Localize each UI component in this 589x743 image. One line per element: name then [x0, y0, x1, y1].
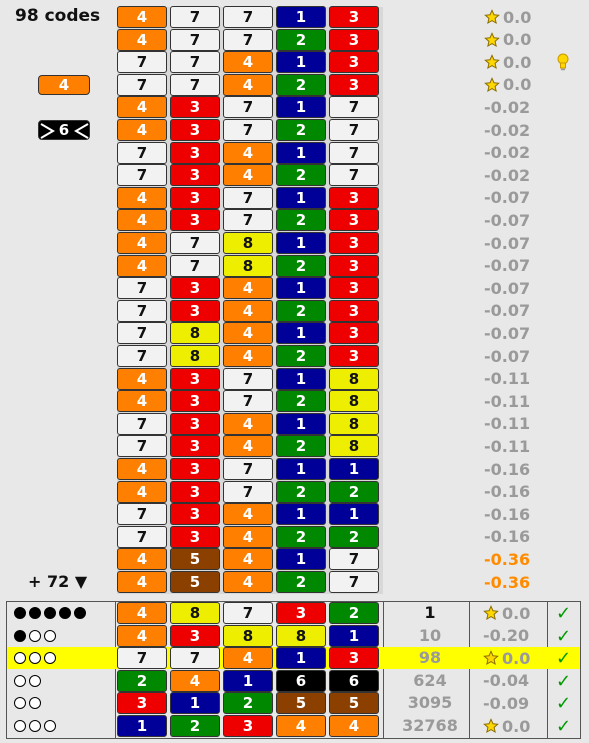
code-score-value: -0.07 [484, 301, 531, 321]
peg[interactable]: 1 [276, 277, 326, 299]
peg[interactable]: 8 [170, 322, 220, 344]
peg[interactable]: 4 [117, 187, 167, 209]
code-score-value: -0.07 [484, 346, 531, 366]
peg[interactable]: 1 [276, 548, 326, 570]
code-score [484, 413, 530, 435]
peg[interactable]: 3 [329, 209, 379, 231]
peg[interactable]: 3 [223, 715, 273, 737]
guess-score-value: 0.0 [502, 603, 531, 623]
peg[interactable]: 7 [223, 481, 273, 503]
peg[interactable]: 3 [170, 435, 220, 457]
code-score [484, 187, 530, 209]
peg[interactable]: 2 [276, 209, 326, 231]
code-score-value: -0.07 [484, 256, 531, 276]
peg[interactable]: 1 [276, 458, 326, 480]
peg[interactable]: 4 [170, 670, 220, 692]
star-icon [484, 32, 500, 48]
remaining-count: 32768 [402, 716, 458, 735]
peg[interactable]: 4 [117, 368, 167, 390]
peg[interactable]: 1 [276, 232, 326, 254]
feedback-dots [14, 602, 86, 624]
peg[interactable]: 7 [223, 29, 273, 51]
code-score [484, 300, 530, 322]
guess-row[interactable] [7, 647, 580, 669]
guess-score-value: -0.04 [483, 671, 530, 691]
code-score [484, 6, 531, 28]
peg[interactable]: 7 [117, 142, 167, 164]
guess-row[interactable] [7, 692, 580, 714]
peg[interactable]: 5 [170, 548, 220, 570]
remaining-count: 98 [418, 648, 442, 668]
peg[interactable]: 1 [276, 413, 326, 435]
peg[interactable]: 3 [329, 6, 379, 28]
code-score [484, 571, 530, 593]
peg[interactable]: 4 [223, 322, 273, 344]
code-score [484, 526, 530, 548]
guess-score [483, 647, 530, 669]
peg[interactable]: 1 [223, 670, 273, 692]
peg[interactable]: 8 [170, 602, 220, 624]
peg[interactable]: 4 [223, 548, 273, 570]
codes-count: 98 codes [15, 6, 101, 26]
peg[interactable]: 3 [329, 647, 379, 669]
black-dot-icon [44, 607, 56, 619]
peg[interactable]: 7 [117, 647, 167, 669]
peg[interactable]: 4 [117, 548, 167, 570]
peg[interactable]: 7 [223, 187, 273, 209]
peg[interactable]: 4 [117, 481, 167, 503]
white-dot-icon [44, 720, 56, 732]
code-score [484, 481, 530, 503]
peg[interactable]: 4 [223, 526, 273, 548]
star-icon [483, 605, 499, 621]
peg[interactable]: 4 [223, 300, 273, 322]
peg[interactable]: 2 [276, 481, 326, 503]
code-score [484, 255, 530, 277]
peg[interactable]: 3 [170, 164, 220, 186]
guess-row[interactable] [7, 670, 580, 692]
peg[interactable]: 4 [223, 74, 273, 96]
peg[interactable]: 2 [276, 345, 326, 367]
check-icon: ✓ [556, 716, 572, 737]
peg[interactable]: 1 [276, 503, 326, 525]
guess-score-value: -0.20 [483, 626, 530, 646]
guess-score-value: 0.0 [502, 716, 531, 736]
code-score-value: 0.0 [503, 30, 532, 50]
peg[interactable]: 1 [117, 715, 167, 737]
peg[interactable]: 4 [329, 715, 379, 737]
peg[interactable]: 1 [276, 6, 326, 28]
peg[interactable]: 7 [223, 96, 273, 118]
code-score [484, 51, 531, 73]
guess-row[interactable] [7, 602, 580, 624]
peg[interactable]: 7 [170, 51, 220, 73]
peg[interactable]: 7 [117, 51, 167, 73]
peg[interactable]: 3 [329, 74, 379, 96]
peg[interactable]: 3 [170, 209, 220, 231]
remaining-count: 3095 [407, 693, 453, 713]
peg[interactable]: 3 [329, 51, 379, 73]
peg[interactable]: 6 [329, 670, 379, 692]
guess-score-value: -0.09 [483, 693, 530, 713]
peg[interactable]: 7 [117, 322, 167, 344]
peg[interactable]: 4 [117, 119, 167, 141]
cursor-peg-value: 6 [58, 121, 70, 139]
peg[interactable]: 4 [117, 96, 167, 118]
peg[interactable]: 2 [276, 300, 326, 322]
code-score-value: -0.07 [484, 188, 531, 208]
peg[interactable]: 7 [170, 647, 220, 669]
peg[interactable]: 7 [223, 209, 273, 231]
code-score-value: -0.11 [484, 414, 531, 434]
peg[interactable]: 4 [223, 142, 273, 164]
peg[interactable]: 7 [170, 232, 220, 254]
peg[interactable]: 3 [329, 187, 379, 209]
peg[interactable]: 1 [276, 142, 326, 164]
white-dot-icon [29, 630, 41, 642]
peg[interactable]: 6 [276, 670, 326, 692]
peg[interactable]: 2 [276, 74, 326, 96]
peg[interactable]: 8 [170, 345, 220, 367]
peg[interactable]: 2 [276, 164, 326, 186]
peg[interactable]: 3 [329, 29, 379, 51]
peg[interactable]: 1 [276, 647, 326, 669]
peg[interactable]: 3 [170, 300, 220, 322]
guess-score-value: 0.0 [502, 648, 531, 668]
guess-score [483, 715, 530, 737]
peg[interactable]: 7 [329, 548, 379, 570]
peg[interactable]: 1 [276, 368, 326, 390]
remaining-count: 1 [424, 603, 436, 622]
check-icon: ✓ [556, 625, 572, 647]
white-dot-icon [14, 675, 26, 687]
feedback-dots [14, 692, 41, 714]
peg[interactable]: 1 [276, 96, 326, 118]
white-dot-icon [44, 630, 56, 642]
peg[interactable]: 7 [170, 29, 220, 51]
feedback-dots [14, 625, 56, 647]
star-icon [483, 718, 499, 734]
peg[interactable]: 2 [276, 435, 326, 457]
selected-color-peg[interactable]: 4 [38, 75, 90, 95]
code-score-value: -0.02 [484, 143, 531, 163]
feedback-dots [14, 670, 41, 692]
peg[interactable]: 1 [276, 187, 326, 209]
peg[interactable]: 7 [329, 164, 379, 186]
peg[interactable]: 7 [170, 255, 220, 277]
star-icon [484, 9, 500, 25]
lightbulb-icon[interactable] [557, 53, 569, 71]
peg[interactable]: 4 [223, 647, 273, 669]
peg[interactable]: 2 [117, 670, 167, 692]
peg[interactable]: 2 [276, 526, 326, 548]
peg[interactable]: 7 [117, 503, 167, 525]
code-score [484, 458, 530, 480]
peg[interactable]: 3 [170, 458, 220, 480]
code-score-value: -0.11 [484, 391, 531, 411]
guess-score [483, 602, 530, 624]
peg[interactable]: 3 [329, 300, 379, 322]
remaining-count: 624 [413, 670, 447, 690]
code-score [484, 142, 530, 164]
peg[interactable]: 7 [170, 74, 220, 96]
peg[interactable]: 8 [276, 625, 326, 647]
peg[interactable]: 7 [223, 602, 273, 624]
white-dot-icon [14, 697, 26, 709]
peg[interactable]: 4 [117, 602, 167, 624]
black-dot-icon [14, 607, 26, 619]
peg[interactable]: 1 [170, 692, 220, 714]
peg[interactable]: 3 [170, 142, 220, 164]
peg[interactable]: 7 [170, 6, 220, 28]
black-dot-icon [74, 607, 86, 619]
white-dot-icon [29, 720, 41, 732]
peg[interactable]: 7 [329, 571, 379, 593]
guess-score [483, 670, 529, 692]
code-score [484, 232, 530, 254]
peg[interactable]: 4 [117, 6, 167, 28]
cursor-peg[interactable] [38, 120, 90, 140]
peg[interactable]: 3 [117, 692, 167, 714]
peg[interactable]: 1 [276, 51, 326, 73]
peg[interactable]: 4 [223, 277, 273, 299]
more-codes-toggle[interactable]: + 72 ▼ [28, 572, 88, 591]
peg[interactable]: 7 [117, 413, 167, 435]
peg[interactable]: 4 [223, 435, 273, 457]
black-dot-icon [29, 607, 41, 619]
peg[interactable]: 3 [170, 503, 220, 525]
peg[interactable]: 3 [329, 322, 379, 344]
peg[interactable]: 5 [170, 571, 220, 593]
peg[interactable]: 3 [170, 526, 220, 548]
peg[interactable]: 4 [223, 345, 273, 367]
peg[interactable]: 2 [276, 255, 326, 277]
guess-row[interactable] [7, 625, 580, 647]
peg[interactable]: 8 [329, 413, 379, 435]
code-score [484, 164, 530, 186]
code-score-value: -0.16 [484, 527, 531, 547]
code-score-value: -0.16 [484, 459, 531, 479]
code-score [484, 368, 530, 390]
code-score-value: -0.16 [484, 504, 531, 524]
code-score-value: -0.02 [484, 97, 531, 117]
peg[interactable]: 7 [329, 119, 379, 141]
peg[interactable]: 7 [223, 119, 273, 141]
peg[interactable]: 8 [329, 390, 379, 412]
black-dot-icon [59, 607, 71, 619]
peg[interactable]: 4 [223, 503, 273, 525]
check-icon: ✓ [556, 670, 572, 692]
code-score [484, 435, 530, 457]
white-dot-icon [14, 652, 26, 664]
peg[interactable]: 3 [170, 390, 220, 412]
check-icon: ✓ [556, 603, 572, 624]
peg[interactable]: 4 [117, 209, 167, 231]
white-dot-icon [29, 652, 41, 664]
peg[interactable]: 2 [276, 119, 326, 141]
code-score [484, 390, 530, 412]
peg[interactable]: 2 [329, 602, 379, 624]
peg[interactable]: 4 [117, 232, 167, 254]
peg[interactable]: 5 [276, 692, 326, 714]
peg[interactable]: 3 [329, 255, 379, 277]
star-icon [483, 650, 499, 666]
peg[interactable]: 2 [276, 390, 326, 412]
code-score-value: -0.02 [484, 120, 531, 140]
peg[interactable]: 4 [117, 571, 167, 593]
peg[interactable]: 8 [223, 232, 273, 254]
peg[interactable]: 4 [117, 458, 167, 480]
feedback-dots [14, 715, 56, 737]
guess-row[interactable] [7, 715, 580, 737]
peg[interactable]: 7 [117, 345, 167, 367]
code-score-value: -0.36 [484, 549, 531, 569]
peg[interactable]: 4 [276, 715, 326, 737]
peg[interactable]: 3 [170, 96, 220, 118]
check-icon: ✓ [556, 693, 572, 715]
feedback-dots [14, 647, 56, 669]
code-score-value: -0.07 [484, 210, 531, 230]
peg[interactable]: 5 [329, 692, 379, 714]
white-dot-icon [29, 697, 41, 709]
peg[interactable]: 3 [170, 368, 220, 390]
peg[interactable]: 2 [329, 481, 379, 503]
peg[interactable]: 7 [223, 368, 273, 390]
code-score [484, 74, 531, 96]
peg[interactable]: 7 [223, 458, 273, 480]
peg[interactable]: 7 [329, 142, 379, 164]
peg[interactable]: 7 [117, 164, 167, 186]
code-score-value: -0.16 [484, 482, 531, 502]
white-dot-icon [44, 652, 56, 664]
code-score-value: -0.11 [484, 369, 531, 389]
code-score-value: -0.36 [484, 572, 531, 592]
guess-score [483, 625, 529, 647]
peg[interactable]: 8 [329, 368, 379, 390]
peg[interactable]: 3 [276, 602, 326, 624]
code-score-value: 0.0 [503, 7, 532, 27]
peg[interactable]: 4 [223, 164, 273, 186]
peg[interactable]: 4 [223, 413, 273, 435]
peg[interactable]: 7 [223, 390, 273, 412]
peg[interactable]: 4 [223, 571, 273, 593]
code-score [484, 503, 530, 525]
code-score-value: -0.07 [484, 278, 531, 298]
code-score [484, 29, 531, 51]
peg[interactable]: 3 [170, 481, 220, 503]
code-score-value: -0.02 [484, 165, 531, 185]
peg[interactable]: 4 [117, 625, 167, 647]
peg[interactable]: 4 [117, 29, 167, 51]
peg[interactable]: 4 [223, 51, 273, 73]
code-score [484, 548, 530, 570]
peg[interactable]: 7 [117, 435, 167, 457]
peg[interactable]: 2 [223, 692, 273, 714]
peg[interactable]: 1 [329, 625, 379, 647]
code-score [484, 345, 530, 367]
peg[interactable]: 3 [170, 187, 220, 209]
star-icon [484, 54, 500, 70]
peg[interactable]: 1 [329, 503, 379, 525]
code-score-value: -0.07 [484, 233, 531, 253]
remaining-count: 10 [418, 625, 442, 645]
peg[interactable]: 7 [117, 277, 167, 299]
code-score-value: -0.07 [484, 323, 531, 343]
peg[interactable]: 2 [276, 29, 326, 51]
code-score [484, 96, 530, 118]
peg[interactable]: 2 [170, 715, 220, 737]
peg[interactable]: 7 [117, 300, 167, 322]
code-score [484, 209, 530, 231]
code-score [484, 119, 530, 141]
peg[interactable]: 3 [329, 345, 379, 367]
peg[interactable]: 3 [170, 119, 220, 141]
peg[interactable]: 8 [223, 255, 273, 277]
guess-score [483, 692, 529, 714]
peg[interactable]: 3 [170, 277, 220, 299]
code-score [484, 277, 530, 299]
peg[interactable]: 8 [329, 435, 379, 457]
code-score-value: 0.0 [503, 52, 532, 72]
black-dot-icon [14, 630, 26, 642]
peg[interactable]: 7 [117, 526, 167, 548]
star-icon [484, 77, 500, 93]
peg[interactable]: 1 [276, 322, 326, 344]
peg[interactable]: 7 [223, 6, 273, 28]
peg[interactable]: 3 [170, 625, 220, 647]
peg[interactable]: 7 [117, 74, 167, 96]
peg[interactable]: 4 [117, 390, 167, 412]
code-score [484, 322, 530, 344]
peg[interactable]: 2 [329, 526, 379, 548]
peg[interactable]: 1 [329, 458, 379, 480]
peg[interactable]: 2 [276, 571, 326, 593]
peg[interactable]: 3 [170, 413, 220, 435]
white-dot-icon [14, 720, 26, 732]
peg[interactable]: 3 [329, 277, 379, 299]
peg[interactable]: 8 [223, 625, 273, 647]
code-score-value: -0.11 [484, 436, 531, 456]
peg[interactable]: 4 [117, 255, 167, 277]
check-icon: ✓ [556, 648, 572, 670]
code-score-value: 0.0 [503, 75, 532, 95]
peg[interactable]: 7 [329, 96, 379, 118]
peg[interactable]: 3 [329, 232, 379, 254]
white-dot-icon [29, 675, 41, 687]
